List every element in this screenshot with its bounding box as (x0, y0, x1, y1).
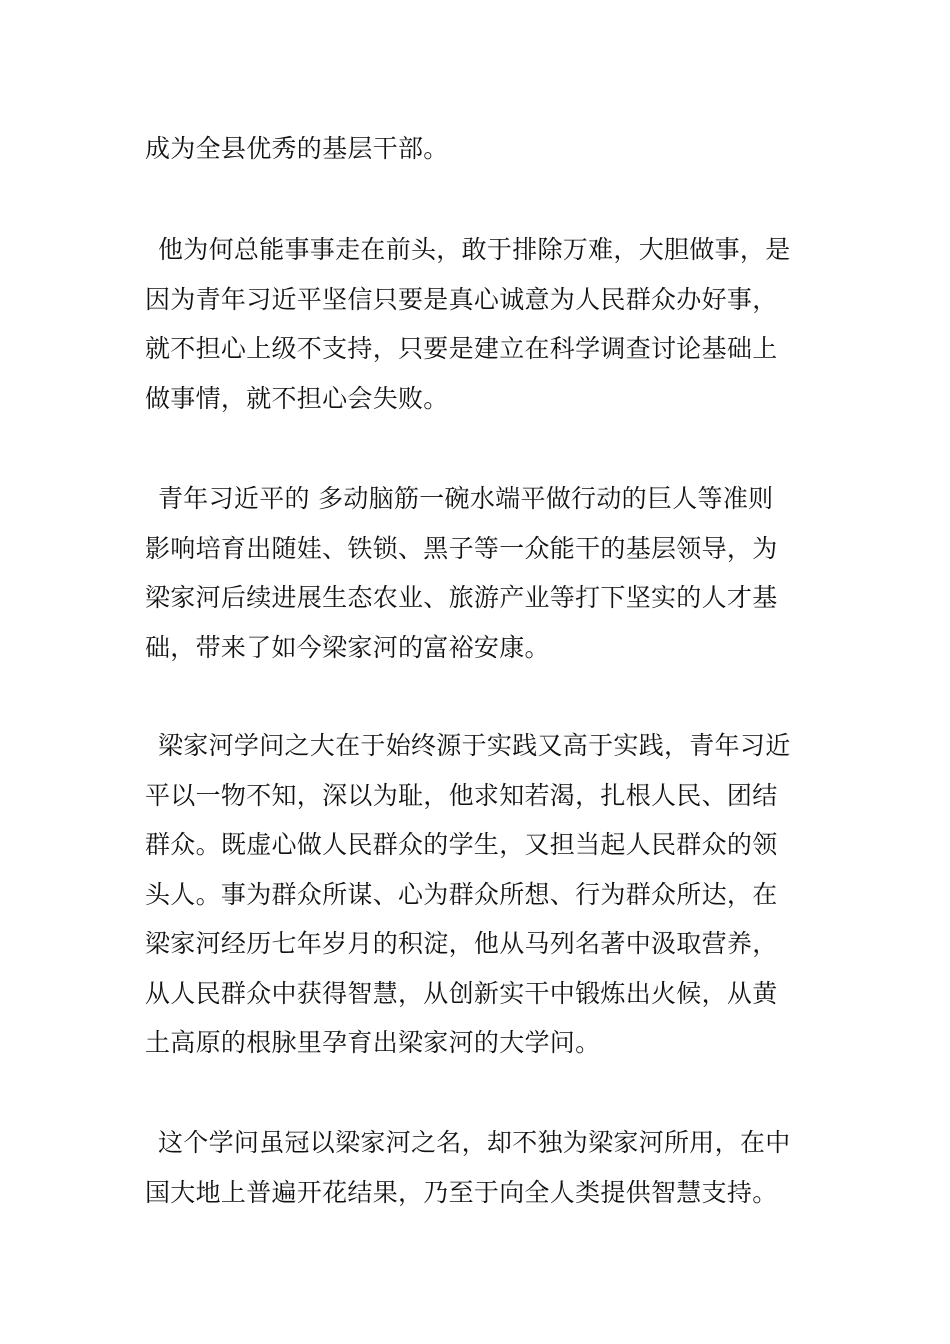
paragraph-3 (145, 474, 810, 672)
text-line: 头人。事为群众所谋、心为群众所想、行为群众所达，在 (145, 879, 778, 909)
text-line: 群众。既虚心做人民群众的学生，又担当起人民群众的领 (145, 830, 778, 859)
text-line: 影响培育出随娃、铁锁、黑子等一众能干的基层领导，为 (145, 533, 778, 563)
text-line: 就不担心上级不支持，只要是建立在科学调查讨论基础上 (145, 334, 778, 363)
text-line: 土高原的根脉里孕育出梁家河的大学问。 (145, 1028, 601, 1057)
text-line: 梁家河学问之大在于始终源于实践又高于实践，青年习近 (158, 731, 791, 760)
paragraph-5 (145, 1118, 810, 1217)
text-line: 因为青年习近平坚信只要是真心诚意为人民群众办好事， (145, 284, 778, 314)
text-line: 国大地上普遍开花结果，乃至于向全人类提供智慧支持。 (145, 1177, 778, 1207)
text-line: 做事情，就不担心会失败。 (145, 383, 449, 413)
text-line: 础，带来了如今梁家河的富裕安康。 (145, 632, 550, 662)
text-line: 青年习近平的 多动脑筋一碗水端平做行动的巨人等准则 (158, 484, 774, 513)
paragraph-2 (145, 225, 810, 423)
paragraph-1 (145, 124, 810, 174)
text-line: 平以一物不知，深以为耻，他求知若渴，扎根人民、团结 (145, 780, 778, 810)
text-line: 成为全县优秀的基层干部。 (145, 134, 449, 163)
text-line: 从人民群众中获得智慧，从创新实干中锻炼出火候，从黄 (145, 978, 778, 1008)
text-line: 他为何总能事事走在前头，敢于排除万难，大胆做事，是 (158, 235, 791, 264)
text-line: 梁家河后续进展生态农业、旅游产业等打下坚实的人才基 (145, 583, 778, 612)
text-line: 梁家河经历七年岁月的积淀，他从马列名著中汲取营养， (145, 929, 778, 958)
text-line: 这个学问虽冠以梁家河之名，却不独为梁家河所用，在中 (158, 1128, 791, 1157)
paragraph-4 (145, 721, 810, 1068)
